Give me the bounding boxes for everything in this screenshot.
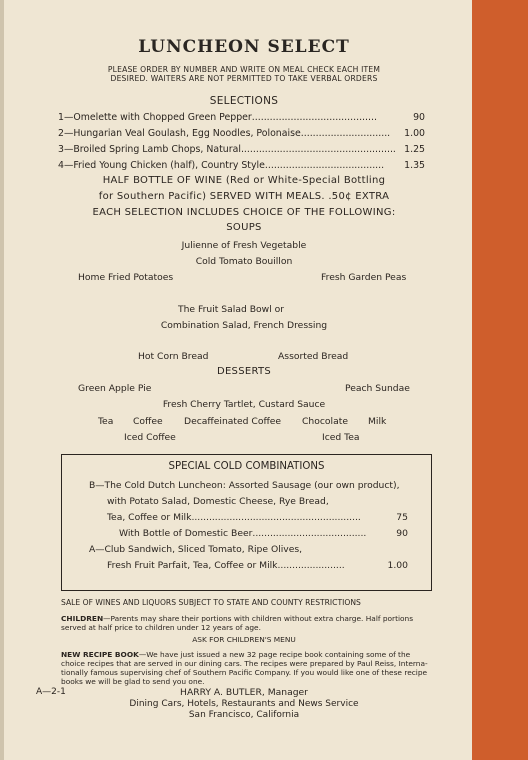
recipe-text-1: —We have just issued a new 32 page recipe book containing some of the [138, 650, 411, 659]
recipe-book-line-2: choice recipes that are served in our dining cars. The recipes were prepared by Paul Reiss, Interna- [61, 659, 428, 668]
wine-restrictions-notice: SALE OF WINES AND LIQUORS SUBJECT TO STATE AND COUNTY RESTRICTIONS [61, 598, 361, 607]
cold-b-line-3-text: Tea, Coffee or Milk [107, 512, 192, 523]
desserts-heading: DESSERTS [216, 366, 272, 377]
bread-item-2: Assorted Bread [278, 351, 349, 362]
leader-dots: .......................................... [251, 112, 377, 123]
children-text-1: —Parents may share their portions with children without extra charge. Half portions [103, 614, 414, 623]
vegetable-item-2: Fresh Garden Peas [321, 272, 407, 283]
cold-a-line-1: A—Club Sandwich, Sliced Tomato, Ripe Olives, [89, 544, 303, 555]
beverage-chocolate: Chocolate [302, 416, 348, 427]
leader-dots: .............................. [300, 128, 391, 139]
cold-b-line-2: with Potato Salad, Domestic Cheese, Rye Bread, [107, 496, 329, 507]
order-instructions-line-2: DESIRED. WAITERS ARE NOT PERMITTED TO TAKE VERBAL ORDERS [110, 74, 378, 83]
children-notice-line-1 [61, 614, 413, 623]
cold-beer-line [119, 528, 370, 539]
cold-b-price: 75 [396, 512, 408, 523]
selection-price-4: 1.35 [404, 160, 425, 171]
wine-offer-line-1: HALF BOTTLE OF WINE (Red or White-Special Bottling [102, 175, 386, 186]
leader-dots: ....................... [277, 560, 345, 571]
wine-offer-line-2: for Southern Pacific) SERVED WITH MEALS. .50¢ EXTRA [98, 191, 390, 202]
menu-title: LUNCHEON SELECT [138, 37, 350, 57]
recipe-book-line-1 [61, 650, 410, 659]
salad-item-1: The Fruit Salad Bowl or [178, 304, 285, 315]
cold-b-line-1: B—The Cold Dutch Luncheon: Assorted Sausage (our own product), [89, 480, 400, 491]
selection-label: 3—Broiled Spring Lamb Chops, Natural [58, 144, 241, 155]
selection-label: 2—Hungarian Veal Goulash, Egg Noodles, Polonaise [58, 128, 301, 139]
beverage-decaf-coffee: Decaffeinated Coffee [184, 416, 282, 427]
leader-dots: ........................................ [264, 160, 385, 171]
selections-heading: SELECTIONS [209, 95, 279, 107]
orange-side-stripe [472, 0, 528, 760]
selection-label: 4—Fried Young Chicken (half), Country Style [58, 160, 265, 171]
recipe-book-line-3: tionally famous supervising chef of Southern Pacific Company. If you would like one of these recipe [61, 668, 428, 677]
soup-item-2: Cold Tomato Bouillon [195, 256, 293, 267]
selection-price-3: 1.25 [404, 144, 425, 155]
cold-beer-label: With Bottle of Domestic Beer [119, 528, 253, 539]
signature-location: San Francisco, California [188, 710, 300, 720]
selection-item-3 [58, 144, 396, 155]
form-code: A—2-1 [36, 687, 66, 697]
dessert-item-3: Fresh Cherry Tartlet, Custard Sauce [162, 399, 326, 410]
selection-item-2 [58, 128, 391, 139]
order-instructions-line-1: PLEASE ORDER BY NUMBER AND WRITE ON MEAL CHECK EACH ITEM [107, 65, 381, 74]
beverage-milk: Milk [368, 416, 387, 427]
cold-a-line-2 [107, 560, 348, 571]
vegetable-item-1: Home Fried Potatoes [78, 272, 174, 283]
cold-combinations-heading: SPECIAL COLD COMBINATIONS [168, 461, 325, 472]
signature-name: HARRY A. BUTLER, Manager [180, 687, 308, 698]
cold-a-price: 1.00 [387, 560, 408, 571]
beverage-iced-tea: Iced Tea [322, 432, 360, 443]
leader-dots: ....................................... [252, 528, 367, 539]
cold-a-line-2-text: Fresh Fruit Parfait, Tea, Coffee or Milk [107, 560, 278, 571]
selection-item-1 [58, 112, 413, 123]
selection-item-4 [58, 160, 385, 171]
children-label: CHILDREN [61, 614, 104, 623]
beverage-iced-coffee: Iced Coffee [124, 432, 176, 443]
page-edge [0, 0, 4, 760]
leader-dots: .................................................... [240, 144, 396, 155]
selection-price-2: 1.00 [404, 128, 425, 139]
leader-dots: .......................................................... [191, 512, 361, 523]
soup-item-1: Julienne of Fresh Vegetable [181, 240, 307, 251]
childrens-menu-notice: ASK FOR CHILDREN'S MENU [192, 635, 296, 644]
recipe-label: NEW RECIPE BOOK [61, 650, 139, 659]
soups-heading: SOUPS [226, 222, 262, 233]
beverage-coffee: Coffee [133, 416, 163, 427]
beverage-tea: Tea [98, 416, 114, 427]
bread-item-1: Hot Corn Bread [138, 351, 209, 362]
salad-item-2: Combination Salad, French Dressing [160, 320, 328, 331]
dessert-item-1: Green Apple Pie [78, 383, 152, 394]
choice-line: EACH SELECTION INCLUDES CHOICE OF THE FOLLOWING: [92, 207, 396, 218]
children-notice-line-2: served at half price to children under 12 years of age. [61, 623, 261, 632]
signature-title: Dining Cars, Hotels, Restaurants and News Service [129, 699, 359, 709]
dessert-item-2: Peach Sundae [345, 383, 410, 394]
selection-price-1: 90 [413, 112, 425, 123]
cold-b-line-3 [107, 512, 373, 523]
recipe-book-line-4: books we will be glad to send you one. [61, 677, 205, 686]
selection-label: 1—Omelette with Chopped Green Pepper [58, 112, 252, 123]
cold-beer-price: 90 [396, 528, 408, 539]
